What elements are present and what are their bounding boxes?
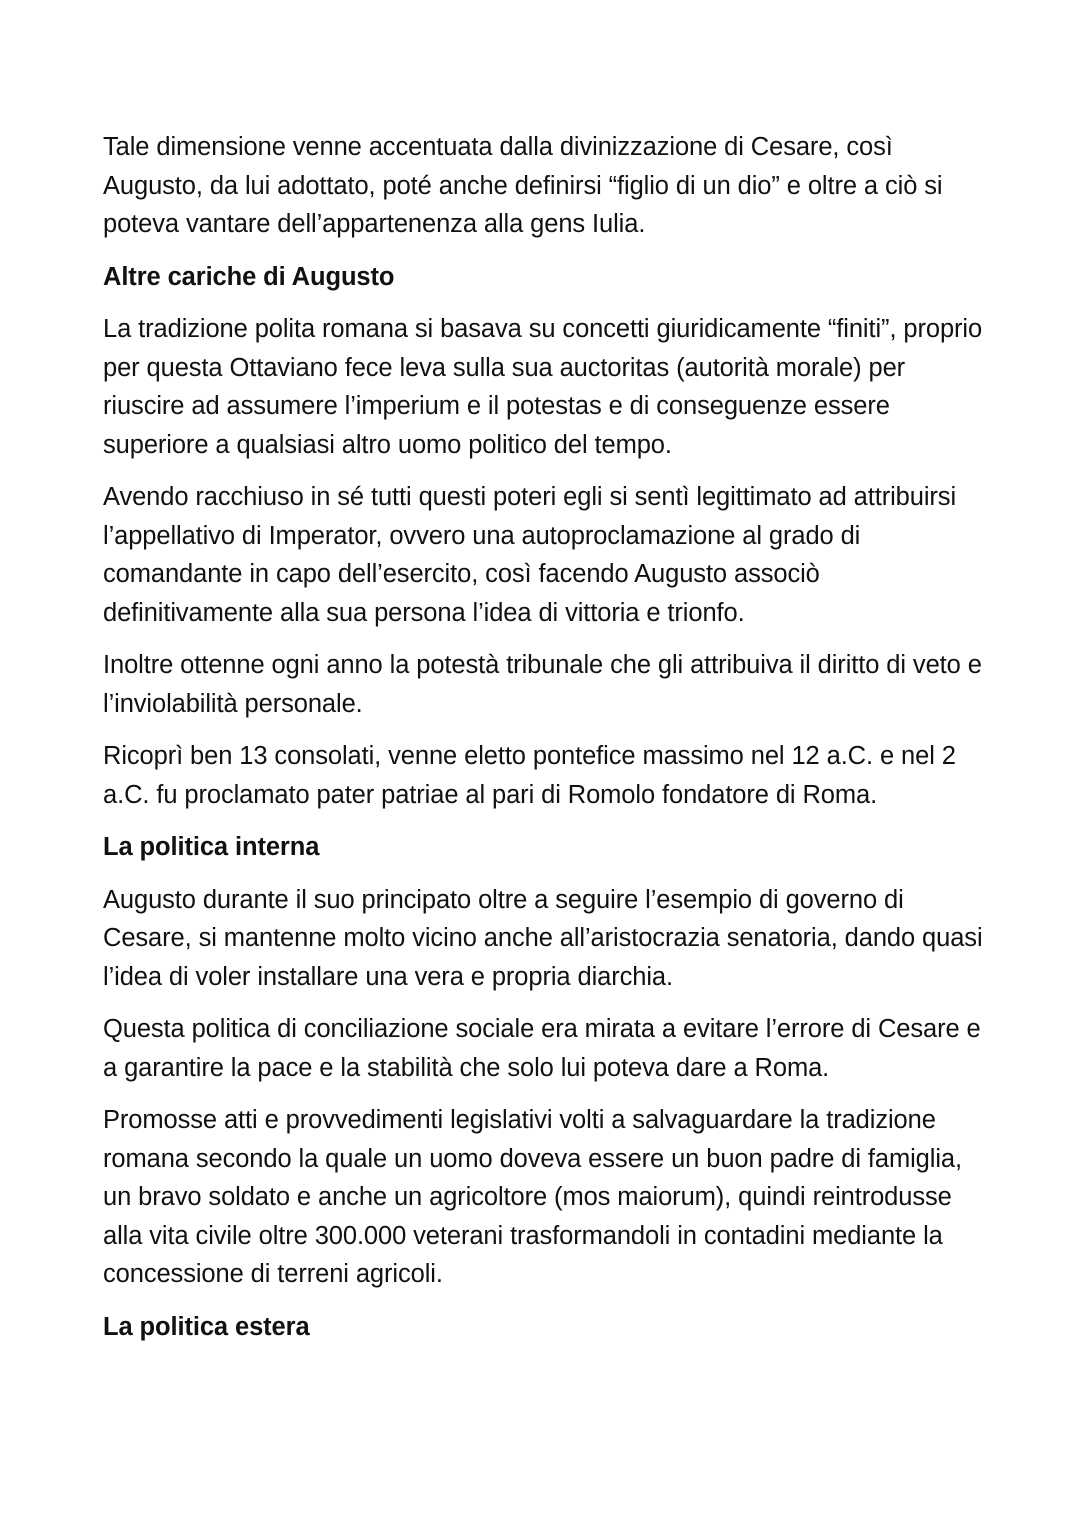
paragraph-gens-iulia: Tale dimensione venne accentuata dalla divinizzazione di Cesare, così Augusto, da lui adottato, poté anche definirsi “figlio di un dio” e oltre a ciò si poteva vantare dell’appartenenza alla gens Iulia. bbox=[103, 133, 943, 238]
heading-politica-estera: La politica estera bbox=[103, 1312, 310, 1341]
paragraph-imperator: Avendo racchiuso in sé tutti questi poteri egli si sentì legittimato ad attribuirsi l’appellativo di Imperator, ovvero una autoproclamazione al grado di comandante in capo dell’esercito, così facendo Augusto associò definitivamente alla sua persona l’idea di vittoria e trionfo. bbox=[103, 483, 957, 627]
document-body bbox=[103, 128, 993, 1360]
paragraph-mos-maiorum: Promosse atti e provvedimenti legislativi volti a salvaguardare la tradizione romana secondo la quale un uomo doveva essere un buon padre di famiglia, un bravo soldato e anche un agricoltore (mos maiorum), quindi reintrodusse alla vita civile oltre 300.000 veterani trasformandoli in contadini mediante la concessione di terreni agricoli. bbox=[103, 1106, 962, 1288]
paragraph-diarchia: Augusto durante il suo principato oltre a seguire l’esempio di governo di Cesare, si mantenne molto vicino anche all’aristocrazia senatoria, dando quasi l’idea di voler installare una vera e propria diarchia. bbox=[103, 885, 983, 991]
paragraph-consolati: Ricoprì ben 13 consolati, venne eletto pontefice massimo nel 12 a.C. e nel 2 a.C. fu proclamato pater patriae al pari di Romolo fondatore di Roma. bbox=[103, 742, 956, 809]
heading-politica-interna: La politica interna bbox=[103, 833, 320, 861]
paragraph-potesta-tribunale: Inoltre ottenne ogni anno la potestà tribunale che gli attribuiva il diritto di veto e l’inviolabilità personale. bbox=[103, 651, 982, 718]
paragraph-auctoritas: La tradizione polita romana si basava su concetti giuridicamente “finiti”, proprio per questa Ottaviano fece leva sulla sua auctoritas (autorità morale) per riuscire ad assumere l’imperium e il potestas e di conseguenze essere superiore a qualsiasi altro uomo politico del tempo. bbox=[103, 315, 983, 459]
paragraph-conciliazione: Questa politica di conciliazione sociale era mirata a evitare l’errore di Cesare e a garantire la pace e la stabilità che solo lui poteva dare a Roma. bbox=[103, 1015, 981, 1082]
heading-altre-cariche: Altre cariche di Augusto bbox=[103, 262, 395, 291]
